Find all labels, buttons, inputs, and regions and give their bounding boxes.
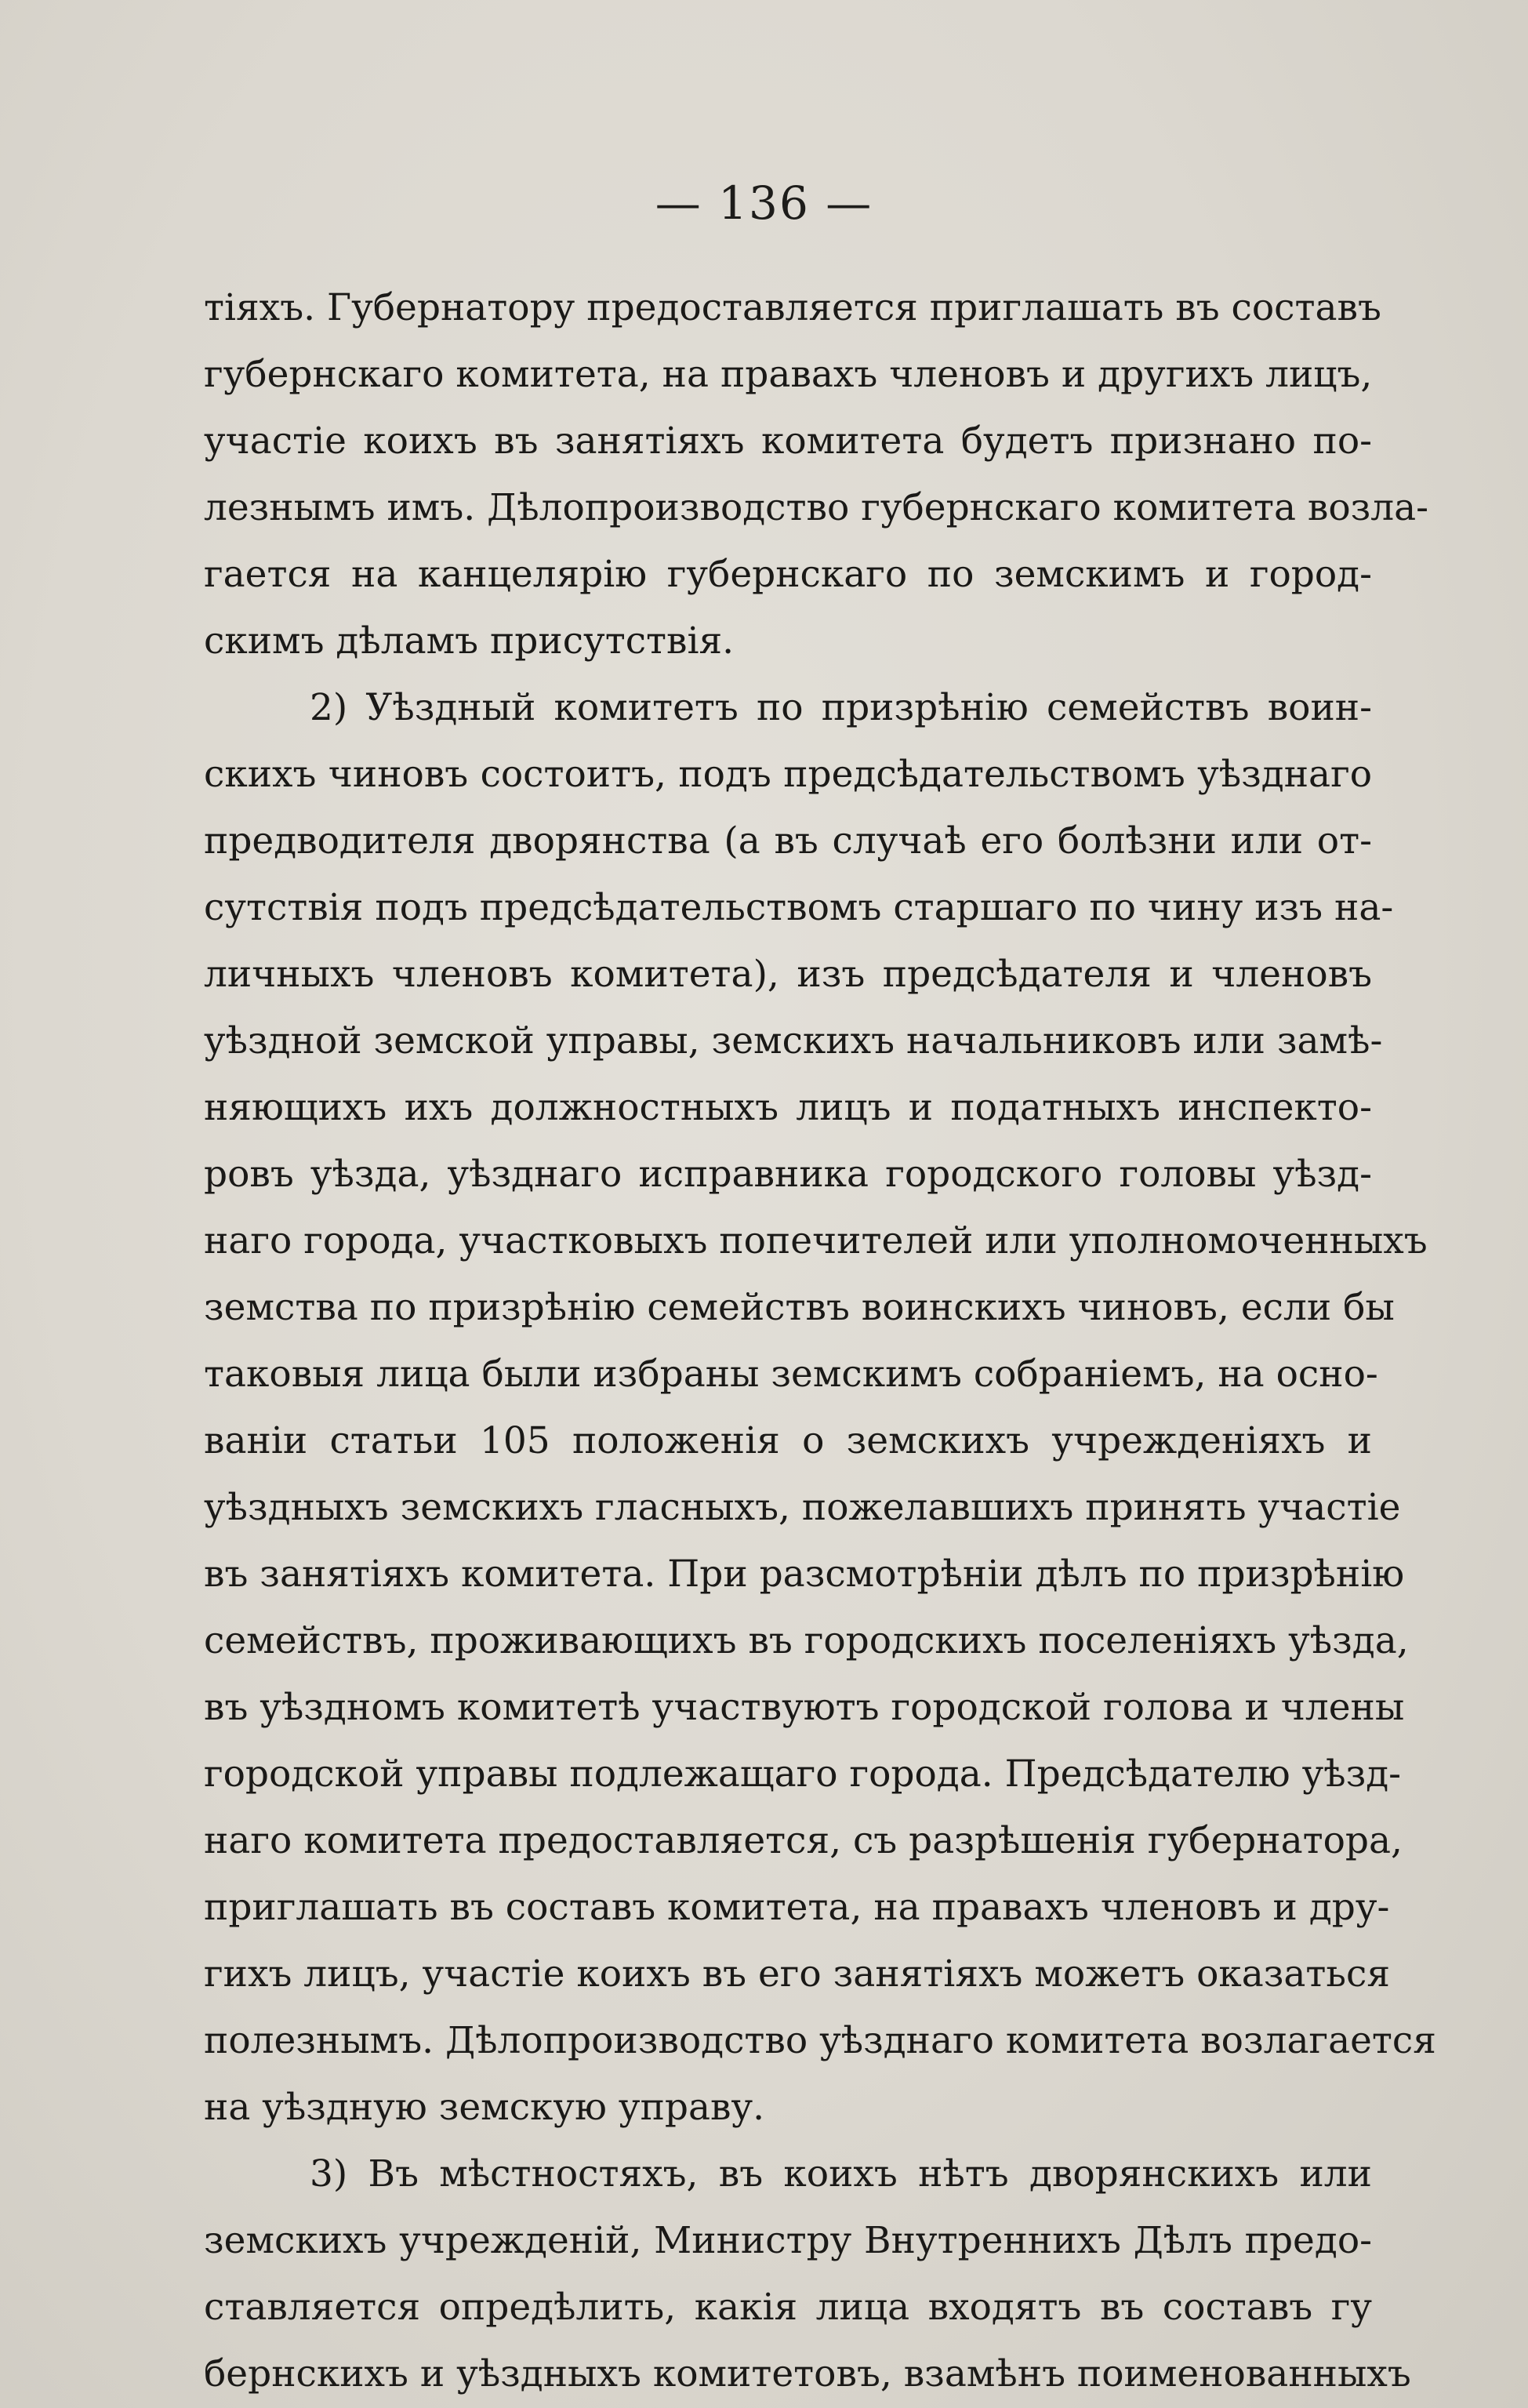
text-line: земства по призрѣнію семействъ воинскихъ чиновъ, если бы [204,1286,1395,1329]
text-line: няющихъ ихъ должностныхъ лицъ и податныхъ инспекто- [204,1086,1372,1129]
text-line: семействъ, проживающихъ въ городскихъ поселеніяхъ уѣзда, [204,1619,1409,1662]
text-line: приглашать въ составъ комитета, на правахъ членовъ и дру- [204,1886,1390,1929]
text-line: уѣздныхъ земскихъ гласныхъ, пожелавшихъ принять участіе [204,1486,1401,1529]
text-line: уѣздной земской управы, земскихъ начальниковъ или замѣ- [204,1019,1383,1062]
text-line: городской управы подлежащаго города. Предсѣдателю уѣзд- [204,1752,1402,1796]
text-line: въ занятіяхъ комитета. При разсмотрѣніи дѣлъ по призрѣнію [204,1553,1405,1596]
text-line: личныхъ членовъ комитета), изъ предсѣдателя и членовъ [204,953,1372,996]
text-line: лезнымъ имъ. Дѣлопроизводство губернскаго комитета возла- [204,486,1429,529]
text-line: 3) Въ мѣстностяхъ, въ коихъ нѣтъ дворянскихъ или [310,2152,1372,2196]
text-line: ваніи статьи 105 положенія о земскихъ учрежденіяхъ и [204,1419,1372,1462]
text-line: сутствія подъ предсѣдательствомъ старшаго по чину изъ на- [204,886,1394,929]
text-line: губернскаго комитета, на правахъ членовъ и другихъ лицъ, [204,353,1373,396]
text-line: земскихъ учрежденій, Министру Внутреннихъ Дѣлъ предо- [204,2219,1372,2262]
text-line: таковыя лица были избраны земскимъ собраніемъ, на осно- [204,1353,1378,1396]
text-line: гихъ лицъ, участіе коихъ въ его занятіяхъ можетъ оказаться [204,1952,1390,1996]
text-line: скихъ чиновъ состоитъ, подъ предсѣдательствомъ уѣзднаго [204,753,1372,796]
text-line: наго города, участковыхъ попечителей или уполномоченныхъ [204,1219,1428,1262]
text-line: предводителя дворянства (а въ случаѣ его болѣзни или от- [204,819,1372,863]
text-line: наго комитета предоставляется, съ разрѣшенія губернатора, [204,1819,1403,1862]
text-line: полезнымъ. Дѣлопроизводство уѣзднаго комитета возлагается [204,2019,1436,2062]
text-line: гается на канцелярію губернскаго по земскимъ и город- [204,553,1372,596]
text-line: скимъ дѣламъ присутствія. [204,619,735,663]
text-line: участіе коихъ въ занятіяхъ комитета будетъ признано по- [204,419,1372,463]
text-line: на уѣздную земскую управу. [204,2086,765,2129]
body-text [204,274,1436,2407]
text-line: бернскихъ и уѣздныхъ комитетовъ, взамѣнъ поименованныхъ [204,2352,1411,2395]
text-line: тіяхъ. Губернатору предоставляется приглашать въ составъ [204,286,1381,329]
text-line: въ уѣздномъ комитетѣ участвуютъ городской голова и члены [204,1686,1405,1729]
text-line: 2) Уѣздный комитетъ по призрѣнію семействъ воин- [310,686,1372,729]
text-line: ровъ уѣзда, уѣзднаго исправника городского головы уѣзд- [204,1153,1372,1196]
page-number: — 136 — [655,176,873,230]
text-line: ставляется опредѣлить, какія лица входятъ въ составъ гу [204,2286,1372,2329]
